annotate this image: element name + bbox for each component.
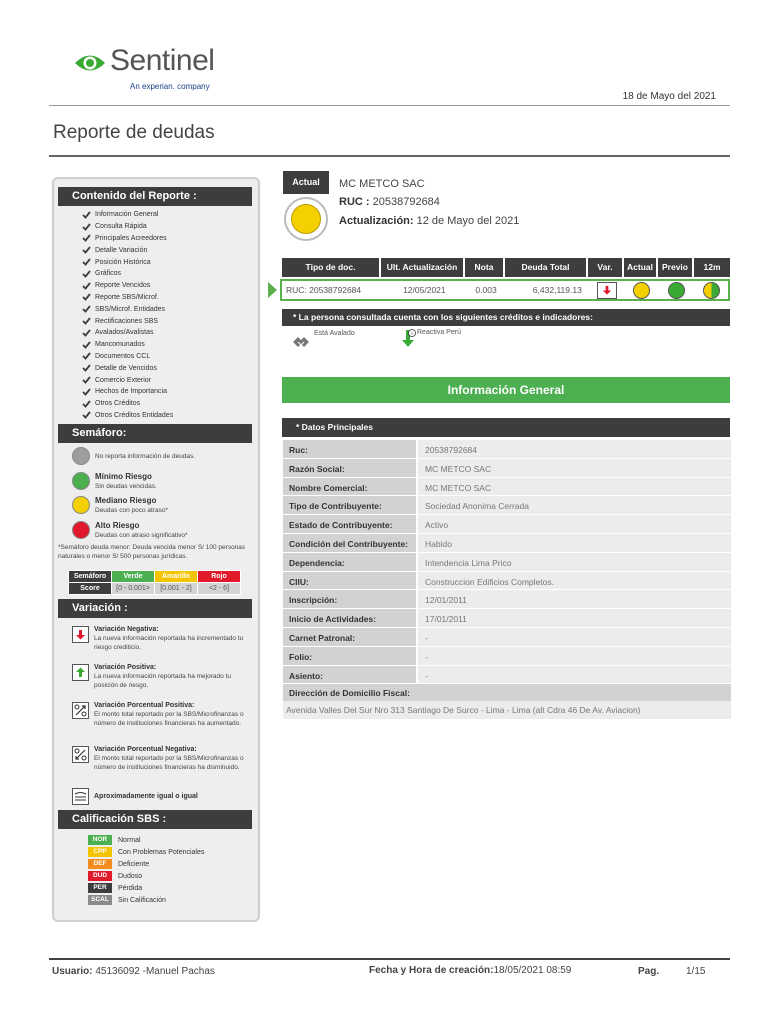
variacion-porcentual-negativa [72,746,249,772]
contents-item[interactable] [82,292,173,304]
calificacion-label: Pérdida [118,884,143,892]
info-key: Condición del Contribuyente: [283,534,416,553]
contents-item[interactable] [82,386,173,398]
contents-item-label: Mancomunados [95,341,145,349]
contents-item[interactable] [82,339,173,351]
info-value: 12/01/2011 [418,590,731,609]
info-key: Razón Social: [283,459,416,478]
checkmark-icon [82,234,91,242]
checkmark-icon [82,317,91,325]
info-row [283,647,731,666]
cell-actual [625,282,659,299]
contents-item-label: Comercio Exterior [95,376,152,384]
update-line [339,215,519,227]
cell-nota: 0.003 [475,285,497,295]
indicator-avalado [292,330,355,350]
selected-row-arrow-icon [268,282,277,298]
reactiva-arrow-icon [400,328,416,350]
contents-item-label: Consulta Rápida [95,223,147,231]
checkmark-icon [82,329,91,337]
info-value: Construccion Edificios Completos. [418,572,731,591]
contents-item[interactable] [82,303,173,315]
info-value: - [418,647,731,666]
info-row [283,534,731,553]
variacion-title: Variación Porcentual Negativa: [94,746,197,753]
actual-semaforo-indicator [284,197,328,241]
variacion-igual [72,788,198,805]
contents-item[interactable] [82,209,173,221]
col-deuda-total: Deuda Total [505,258,588,277]
info-row [283,572,731,591]
score-header-rojo: Rojo [198,571,241,583]
checkmark-icon [82,258,91,266]
semaforo-desc: No reporta información de deudas. [95,453,196,460]
debt-table-row[interactable] [280,279,730,301]
sidebar [52,177,260,922]
checkmark-icon [82,352,91,360]
indicator-label: Está Avalado [314,330,355,337]
variacion-positiva [72,664,249,690]
cell-updated: 12/05/2021 [403,285,446,295]
variacion-text: El monto total reportado por la SBS/Microfinanzas o número de instituciones financieras ha aumentado. [94,711,244,727]
info-general-table [283,440,731,719]
calificacion-badge: DEF [88,859,112,869]
contents-item-label: Rectificaciones SBS [95,317,159,325]
contents-item[interactable] [82,221,173,233]
info-value: - [418,628,731,647]
info-value: - [418,666,731,685]
contents-item[interactable] [82,362,173,374]
contents-item[interactable] [82,315,173,327]
info-value: 17/01/2011 [418,609,731,628]
contents-item[interactable] [82,233,173,245]
contents-item[interactable] [82,410,173,422]
variacion-porcentual-positiva [72,702,249,728]
calificacion-label: Deficiente [118,860,150,868]
calificacion-badge: DUD [88,871,112,881]
checkmark-icon [82,400,91,408]
info-value: 20538792684 [418,440,731,459]
eye-logo-icon [74,52,106,74]
contents-item-label: Otros Créditos [95,400,141,408]
semaforo-note: *Semáforo deuda menor: Deuda vencida menor S/ 100 personas naturales o menor S/ 500 personas jurídicas. [58,544,246,560]
calificacion-badge: SCAL [88,895,112,905]
actual-tag: Actual [283,171,329,194]
checkmark-icon [82,341,91,349]
contents-item[interactable] [82,374,173,386]
score-header-amarillo: Amarillo [155,571,198,583]
info-row [283,590,731,609]
col-tipo-doc: Tipo de doc. [282,258,381,277]
info-value: Sociedad Anonima Cerrada [418,496,731,515]
cell-previo [658,282,694,299]
arrow-down-red-icon [72,626,89,643]
sentinel-logo [74,46,254,96]
ruc-value: 20538792684 [372,196,440,208]
indicator-label: Reactiva Perú [417,329,461,336]
address-value: Avenida Valles Del Sur Nro 313 Santiago De Surco - Lima - Lima (alt Cdra 46 De Av. Aviacion) [283,701,731,719]
green-dot-icon [668,282,685,299]
variacion-text: La nueva información reportada ha incrementado tu riesgo crediticio. [94,635,244,651]
semaforo-item [72,521,188,539]
checkmark-icon [82,305,91,313]
checkmark-icon [82,376,91,384]
info-general-banner: Información General [282,377,730,403]
contents-item-label: Reporte SBS/Microf. [95,293,159,301]
semaforo-item [72,496,168,514]
update-value: 12 de Mayo del 2021 [416,215,520,227]
score-range-rojo: <2 - 6] [198,583,241,595]
calificacion-item [88,895,166,905]
info-value: Activo [418,515,731,534]
contents-item[interactable] [82,398,173,410]
info-key: Ruc: [283,440,416,459]
info-key: Tipo de Contribuyente: [283,496,416,515]
calificacion-label: Dudoso [118,872,143,880]
update-label: Actualización: [339,215,414,227]
contents-heading: Contenido del Reporte : [58,187,252,206]
score-header-semaforo: Semáforo [69,571,112,583]
info-key: Folio: [283,647,416,666]
info-row [283,496,731,515]
cell-doc: RUC: 20538792684 [286,285,362,295]
info-row [283,553,731,572]
contents-item-label: Otros Créditos Entidades [95,411,174,419]
col-var: Var. [588,258,624,277]
checkmark-icon [82,223,91,231]
info-value: Intendencia Lima Prico [418,553,731,572]
col-nota: Nota [465,258,505,277]
yellow-dot-icon [633,282,650,299]
ruc-label: RUC : [339,196,370,208]
footer-user-value: 45136092 -Manuel Pachas [95,966,215,977]
semaforo-desc: Deudas con atraso significativo* [95,532,188,539]
score-range-verde: [0 - 0.001> [112,583,155,595]
info-key: Asiento: [283,666,416,685]
info-row [283,666,731,685]
arrow-down-red-icon [597,282,617,299]
info-row [283,628,731,647]
info-row [283,609,731,628]
semaforo-item [72,472,157,490]
variacion-negativa [72,626,249,652]
calificacion-badge: PER [88,883,112,893]
score-table [68,570,241,595]
calificacion-badge: CPP [88,847,112,857]
score-range-amarillo: [0.001 - 2] [155,583,198,595]
info-key: Inscripción: [283,590,416,609]
contents-item-label: Hechos de Importancia [95,388,167,396]
calificacion-label: Sin Calificación [118,896,166,904]
person-indicators-bar: * La persona consultada cuenta con los siguientes créditos e indicadores: [282,309,730,326]
checkmark-icon [82,282,91,290]
semaforo-dot-icon [72,472,90,490]
svg-text:i: i [411,331,413,337]
approx-equal-icon [72,788,89,805]
variacion-title: Variación Porcentual Positiva: [94,702,195,709]
checkmark-icon [82,246,91,254]
variacion-heading: Variación : [58,599,252,618]
brand-tagline: An experian. company [130,82,210,91]
contents-item-label: Detalle Variación [95,246,148,254]
footer-created-label: Fecha y Hora de creación: [369,965,494,976]
info-key: Inicio de Actividades: [283,609,416,628]
contents-item[interactable] [82,351,173,363]
report-date: 18 de Mayo del 2021 [622,91,716,102]
checkmark-icon [82,270,91,278]
variacion-title: Aproximadamente igual o igual [94,793,198,800]
checkmark-icon [82,411,91,419]
contents-item[interactable] [82,244,173,256]
calificacion-heading: Calificación SBS : [58,810,252,829]
semaforo-dot-icon [72,496,90,514]
cell-12m [694,282,728,299]
contents-item-label: Principales Acreedores [95,234,167,242]
contents-item[interactable] [82,327,173,339]
footer-user [52,966,215,977]
calificacion-item [88,859,149,869]
debt-table-header [282,258,730,277]
info-key: Dependencia: [283,553,416,572]
semaforo-title: Alto Riesgo [95,521,140,530]
calificacion-item [88,847,204,857]
variacion-text: El monto total reportado por la SBS/Microfinanzas o número de instituciones financieras ha disminuido. [94,755,244,771]
footer-page-label: Pag. [638,966,660,977]
info-key: Nombre Comercial: [283,478,416,497]
score-row-label: Score [69,583,112,595]
contents-item-label: SBS/Microf. Entidades [95,305,166,313]
col-previo: Previo [658,258,694,277]
calificacion-label: Normal [118,836,141,844]
arrow-up-green-icon [72,664,89,681]
calificacion-item [88,871,142,881]
contents-item-label: Reporte Vencidos [95,282,151,290]
info-key: Carnet Patronal: [283,628,416,647]
footer-created [369,965,571,976]
col-ult-actualizacion: Ult. Actualización [381,258,465,277]
checkmark-icon [82,388,91,396]
half-yellow-green-dot-icon [703,282,720,299]
contents-item-label: Información General [95,211,159,219]
semaforo-dot-icon [72,447,90,465]
contents-item[interactable] [82,268,173,280]
contents-item[interactable] [82,280,173,292]
variacion-text: La nueva información reportada ha mejorado tu posición de riesgo. [94,673,231,689]
checkmark-icon [82,211,91,219]
checkmark-icon [82,293,91,301]
contents-item-label: Detalle de Vencidos [95,364,157,372]
calificacion-item [88,883,142,893]
contents-item[interactable] [82,256,173,268]
contents-list [82,209,173,421]
ruc-line [339,196,440,208]
page-title: Reporte de deudas [53,122,215,143]
info-row [283,515,731,534]
col-actual: Actual [624,258,658,277]
footer-user-label: Usuario: [52,966,93,977]
brand-name: Sentinel [110,44,215,77]
info-row [283,440,731,459]
footer-page-number: 1/15 [686,966,706,977]
calificacion-item [88,835,141,845]
contents-item-label: Posición Histórica [95,258,151,266]
semaforo-dot-icon [72,521,90,539]
percent-up-icon [72,702,89,719]
indicator-reactiva [400,328,461,350]
address-label: Dirección de Domicilio Fiscal: [283,684,731,701]
footer-divider [49,958,730,960]
col-12m: 12m [694,258,730,277]
info-value: Habido [418,534,731,553]
semaforo-desc: Sin deudas vencidas. [95,483,157,490]
calificacion-badge: NOR [88,835,112,845]
info-key: CIIU: [283,572,416,591]
percent-down-icon [72,746,89,763]
divider [49,155,730,157]
cell-deuda: 6,432,119.13 [532,285,582,295]
semaforo-item [72,447,195,465]
contents-item-label: Documentos CCL [95,352,151,360]
contents-item-label: Gráficos [95,270,122,278]
info-row [283,459,731,478]
calificacion-label: Con Problemas Potenciales [118,848,205,856]
datos-principales-bar: * Datos Principales [282,418,730,437]
semaforo-title: Mínimo Riesgo [95,472,152,481]
company-name: MC METCO SAC [339,178,425,190]
info-row [283,478,731,497]
footer-created-value: 18/05/2021 08:59 [493,965,572,976]
handshake-icon [292,334,310,350]
info-value: MC METCO SAC [418,459,731,478]
semaforo-desc: Deudas con poco atraso* [95,507,168,514]
checkmark-icon [82,364,91,372]
semaforo-heading: Semáforo: [58,424,252,443]
semaforo-title: Mediano Riesgo [95,496,157,505]
contents-item-label: Avalados/Avalistas [95,329,154,337]
divider [49,105,730,106]
score-header-verde: Verde [112,571,155,583]
variacion-title: Variación Positiva: [94,664,157,671]
info-key: Estado de Contribuyente: [283,515,416,534]
info-value: MC METCO SAC [418,478,731,497]
cell-var [589,282,625,299]
variacion-title: Variación Negativa: [94,626,159,633]
